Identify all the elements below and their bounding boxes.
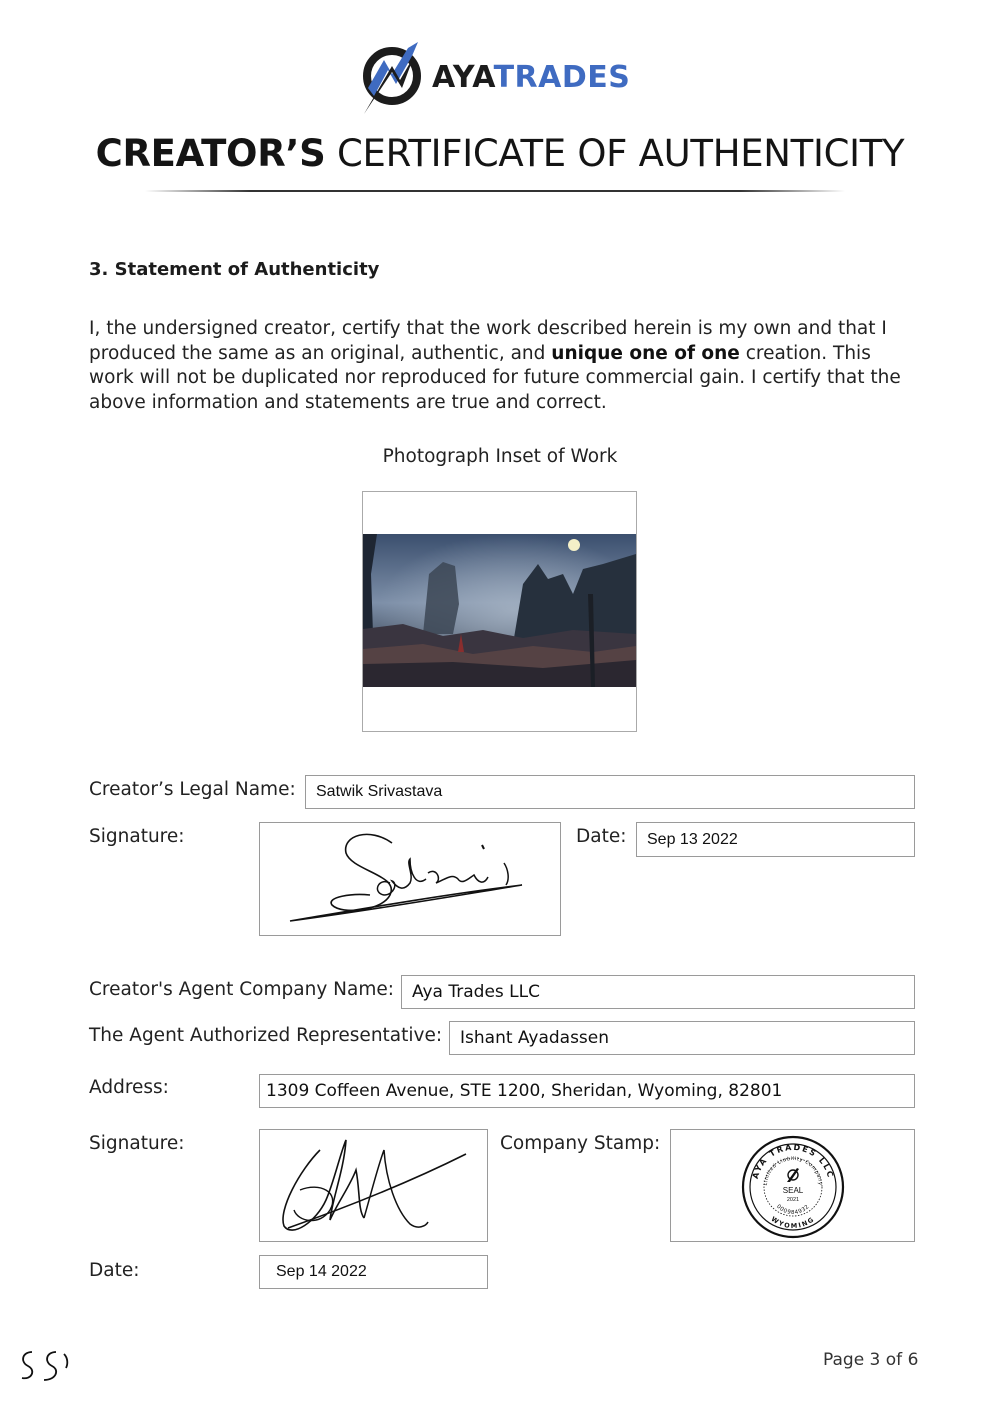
stamp-sub-text: Limited Liability Company [762,1155,824,1186]
agent-rep-field[interactable] [449,1021,915,1055]
stamp-center-text: SEAL [782,1186,804,1195]
agent-signature-box[interactable] [259,1129,488,1242]
brand-name [432,60,630,95]
stamp-year: 2021 [786,1197,800,1203]
brand-logo-mark-icon [364,42,418,114]
brand-name-part2: TRADES [493,60,631,95]
statement-part2: creation. This work will not be duplicated nor reproduced for future commercial gain. I certify that the above information and statements are true and correct. [89,342,901,413]
creator-name-field[interactable] [305,775,915,809]
agent-company-label: Creator's Agent Company Name: [89,979,394,1000]
stamp-bottom-text: WYOMING [769,1215,817,1231]
creator-name-value: Satwik Srivastava [316,783,443,800]
agent-rep-value: Ishant Ayadassen [460,1028,610,1048]
agent-rep-label: The Agent Authorized Representative: [89,1025,443,1046]
artwork-photo [363,534,636,687]
statement-paragraph [89,317,919,415]
stamp-top-text: AYA TRADES LLC [750,1142,836,1180]
agent-company-value: Aya Trades LLC [412,982,540,1002]
footer-initials [18,1346,78,1386]
svg-text:Limited Liability Company [763,1156,823,1186]
brand-name-part1: AYA [432,60,494,95]
agent-company-field[interactable] [401,975,915,1009]
creator-signature-image [260,823,560,935]
section-heading: 3. Statement of Authenticity [89,259,380,280]
agent-signature-label: Signature: [89,1133,185,1154]
creator-date-value: Sep 13 2022 [647,830,738,848]
page-title [0,132,1000,175]
agent-date-label: Date: [89,1260,140,1281]
title-regular: CERTIFICATE OF AUTHENTICITY [336,132,905,175]
agent-date-value: Sep 14 2022 [276,1263,367,1280]
statement-part1: I, the undersigned creator, certify that the work described herein is my own and that I produced the same as an original, authentic, and [89,318,887,364]
svg-text:000984932 [775,1204,811,1216]
page-number: Page 3 of 6 [823,1350,919,1370]
title-divider [145,190,845,192]
photo-caption: Photograph Inset of Work [382,446,618,467]
agent-signature-image [260,1130,487,1241]
creator-signature-box[interactable] [259,822,561,936]
address-value: 1309 Coffeen Avenue, STE 1200, Sheridan, Wyoming, 82801 [266,1081,783,1101]
address-label: Address: [89,1077,169,1098]
address-field[interactable] [259,1074,915,1108]
stamp-logo-icon [787,1168,799,1182]
title-bold: CREATOR’S [95,132,326,175]
svg-text:WYOMING [770,1215,817,1230]
stamp-label: Company Stamp: [500,1133,661,1154]
stamp-box [670,1129,915,1242]
creator-date-field[interactable] [636,822,915,857]
stamp-number: 000984932 [775,1203,811,1216]
creator-signature-label: Signature: [89,826,185,847]
creator-name-label: Creator’s Legal Name: [89,779,296,800]
creator-date-label: Date: [576,826,627,847]
company-seal-image [671,1130,914,1241]
statement-bold: unique one of one [551,342,740,364]
agent-date-field[interactable] [259,1255,488,1289]
